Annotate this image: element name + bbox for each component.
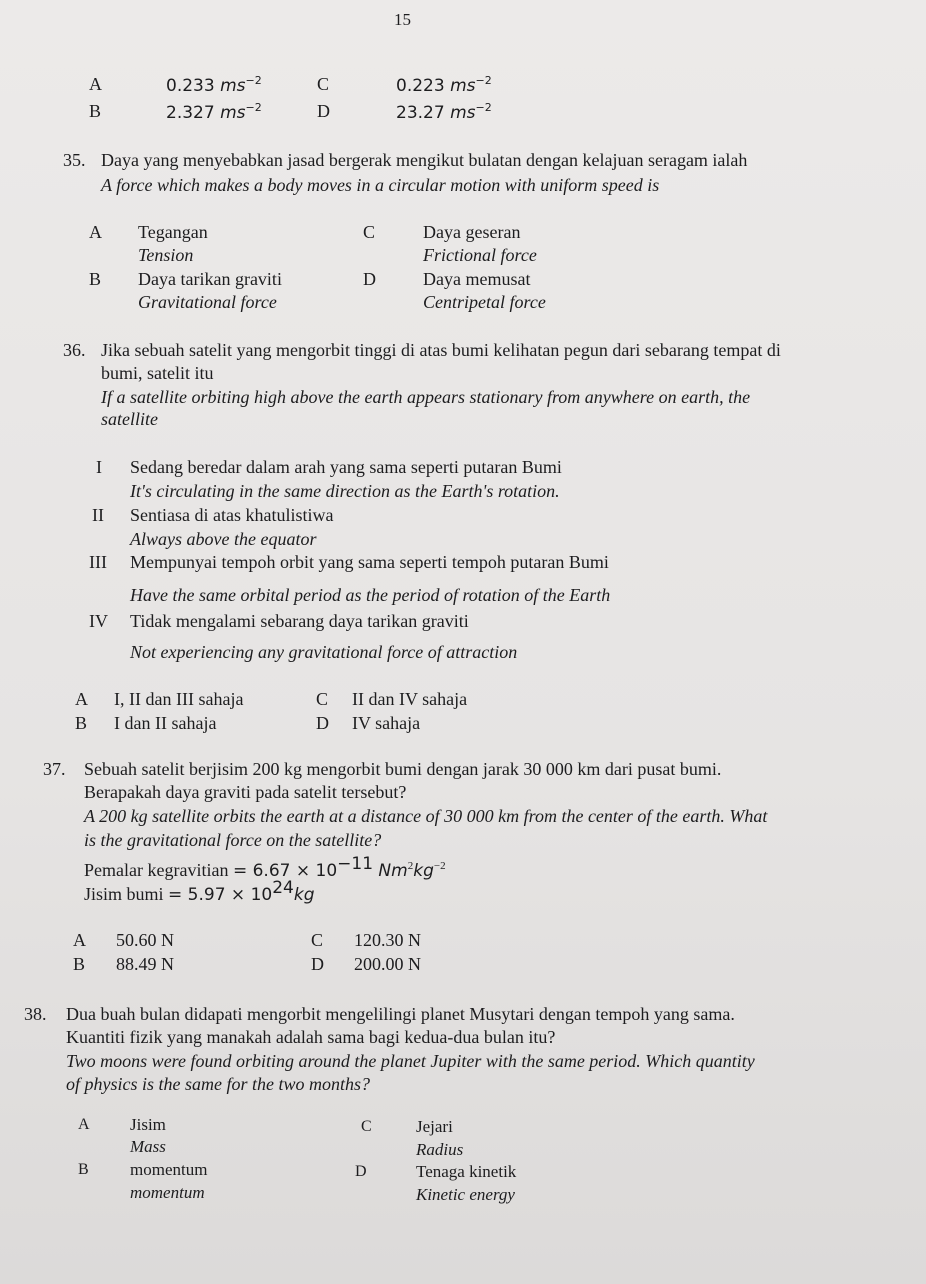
option-text: 200.00 N	[354, 954, 421, 974]
question-text-english: If a satellite orbiting high above the earth appears stationary from anywhere on earth, the	[101, 387, 751, 407]
option-text: II dan IV sahaja	[352, 689, 468, 709]
option-letter: C	[311, 930, 324, 950]
option-letter: A	[89, 74, 102, 94]
statement-malay: Sentiasa di atas khatulistiwa	[130, 505, 334, 525]
statement-roman: III	[89, 552, 107, 572]
question-text-english: satellite	[101, 409, 158, 429]
statement-malay: Tidak mengalami sebarang daya tarikan graviti	[130, 611, 469, 631]
option-letter: D	[355, 1163, 367, 1180]
option-unit: ms	[220, 76, 246, 96]
option-exponent: −2	[245, 101, 262, 114]
option-letter: C	[361, 1118, 372, 1135]
option-english: Kinetic energy	[416, 1185, 515, 1204]
option-letter: C	[317, 74, 330, 94]
option-english: Mass	[130, 1137, 166, 1156]
option-letter: D	[311, 954, 324, 974]
question-text-english: of physics is the same for the two months?	[66, 1074, 370, 1094]
option-unit: ms	[450, 76, 476, 96]
question-text-malay: Dua buah bulan didapati mengorbit mengelilingi planet Musytari dengan tempoh yang sama.	[66, 1004, 735, 1024]
option-malay: Daya geseran	[423, 222, 521, 242]
option-unit: ms	[220, 103, 246, 123]
question-number: 37.	[43, 759, 66, 779]
option-malay: momentum	[130, 1160, 208, 1179]
option-number: 23.27	[396, 103, 445, 123]
question-number: 35.	[63, 150, 86, 170]
question-number: 38.	[24, 1004, 47, 1024]
question-text-malay: Daya yang menyebabkan jasad bergerak mengikut bulatan dengan kelajuan seragam ialah	[101, 150, 748, 170]
option-number: 0.223	[396, 76, 445, 96]
option-value	[396, 101, 492, 123]
earth-mass-exponent: 24	[272, 878, 294, 898]
option-english: Tension	[138, 245, 194, 265]
question-text-english: A force which makes a body moves in a circular motion with uniform speed is	[101, 175, 660, 195]
option-letter: B	[78, 1161, 89, 1178]
option-english: Frictional force	[423, 245, 537, 265]
option-text: 88.49 N	[116, 954, 174, 974]
option-exponent: −2	[245, 74, 262, 87]
option-letter: B	[75, 713, 88, 733]
statement-malay: Mempunyai tempoh orbit yang sama seperti tempoh putaran Bumi	[130, 552, 609, 572]
statement-roman: II	[92, 505, 104, 525]
constant-unit: Nm	[373, 861, 408, 881]
question-text-english: Two moons were found orbiting around the planet Jupiter with the same period. Which quantity	[66, 1051, 755, 1071]
option-malay: Jisim	[130, 1115, 166, 1134]
option-english: Radius	[416, 1140, 464, 1159]
statement-roman: I	[96, 457, 102, 477]
option-letter: B	[89, 269, 102, 289]
option-text: IV sahaja	[352, 713, 421, 733]
option-english: Centripetal force	[423, 292, 546, 312]
option-number: 2.327	[166, 103, 215, 123]
constant-label: Pemalar kegravitian	[84, 860, 229, 880]
question-text-english: is the gravitational force on the satellite?	[84, 830, 382, 850]
earth-mass-label: Jisim bumi	[84, 884, 164, 904]
option-text: 50.60 N	[116, 930, 174, 950]
constant-unit-kg: kg	[413, 861, 434, 881]
option-malay: Daya tarikan graviti	[138, 269, 282, 289]
question-number: 36.	[63, 340, 86, 360]
question-text-malay: Kuantiti fizik yang manakah adalah sama bagi kedua-dua bulan itu?	[66, 1027, 556, 1047]
question-text-english: A 200 kg satellite orbits the earth at a distance of 30 000 km from the center of the earth. What	[84, 806, 768, 826]
earth-mass-line	[84, 877, 314, 906]
option-letter: D	[317, 101, 330, 121]
question-text-malay: Jika sebuah satelit yang mengorbit tinggi di atas bumi kelihatan pegun dari sebarang tempat di	[101, 340, 781, 360]
option-letter: D	[363, 269, 376, 289]
question-text-malay: Sebuah satelit berjisim 200 kg mengorbit bumi dengan jarak 30 000 km dari pusat bumi.	[84, 759, 722, 779]
option-malay: Tenaga kinetik	[416, 1162, 517, 1181]
option-letter: C	[316, 689, 329, 709]
option-letter: B	[73, 954, 86, 974]
earth-mass-unit: kg	[293, 885, 315, 905]
option-exponent: −2	[475, 101, 492, 114]
option-letter: D	[316, 713, 329, 733]
constant-equation: = 6.67 × 10	[232, 861, 338, 881]
option-text: I, II dan III sahaja	[114, 689, 244, 709]
option-value	[396, 74, 492, 96]
earth-mass-equation: = 5.97 × 10	[168, 885, 273, 905]
option-letter: B	[89, 101, 102, 121]
option-text: 120.30 N	[354, 930, 421, 950]
statement-english: Always above the equator	[130, 529, 317, 549]
option-english: momentum	[130, 1183, 205, 1202]
statement-english: It's circulating in the same direction as the Earth's rotation.	[130, 481, 560, 501]
option-malay: Daya memusat	[423, 269, 531, 289]
question-text-malay: Berapakah daya graviti pada satelit tersebut?	[84, 782, 407, 802]
option-english: Gravitational force	[138, 292, 277, 312]
question-text-malay: bumi, satelit itu	[101, 363, 214, 383]
option-value	[166, 101, 262, 123]
option-malay: Tegangan	[138, 222, 208, 242]
option-exponent: −2	[475, 74, 492, 87]
statement-english: Not experiencing any gravitational force of attraction	[130, 642, 518, 662]
option-letter: A	[75, 689, 88, 709]
constant-unit-kg-exponent: −2	[433, 860, 446, 872]
constant-exponent: −11	[337, 854, 374, 874]
statement-english: Have the same orbital period as the period of rotation of the Earth	[130, 585, 611, 605]
page-number: 15	[394, 10, 411, 29]
statement-malay: Sedang beredar dalam arah yang sama seperti putaran Bumi	[130, 457, 562, 477]
option-malay: Jejari	[416, 1117, 453, 1136]
option-unit: ms	[450, 103, 476, 123]
option-letter: A	[89, 222, 102, 242]
option-letter: C	[363, 222, 376, 242]
statement-roman: IV	[89, 611, 108, 631]
option-text: I dan II sahaja	[114, 713, 217, 733]
option-value	[166, 74, 262, 96]
constant-unit-exponent: 2	[407, 860, 414, 872]
option-letter: A	[73, 930, 86, 950]
option-number: 0.233	[166, 76, 215, 96]
option-letter: A	[78, 1116, 90, 1133]
